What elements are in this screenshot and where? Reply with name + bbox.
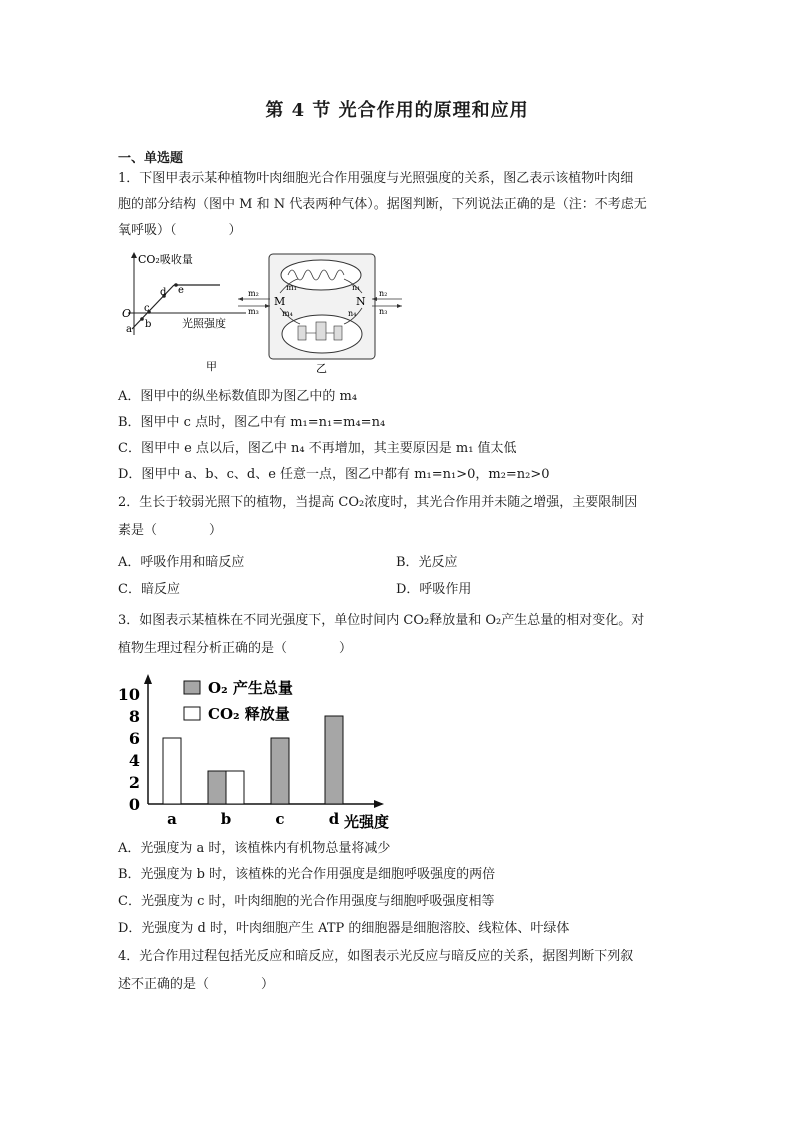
fig-jia-caption: 甲: [206, 360, 217, 373]
fig-jia-ylabel: CO₂吸收量: [138, 253, 193, 266]
q2-stem-line-2: 素是（ ）: [118, 523, 223, 538]
svg-text:m₄: m₄: [282, 309, 293, 318]
bar-chart: [112, 672, 412, 832]
fig-jia-label-c: c: [144, 303, 150, 314]
legend-label-o2: O₂ 产生总量: [208, 679, 293, 697]
fig-jia-xlabel: 光照强度: [182, 317, 226, 330]
q1-option-b: B．图甲中 c 点时，图乙中有 m₁=n₁=m₄=n₄: [118, 415, 386, 430]
chart-x-arrow: [374, 800, 384, 808]
page-title: 第 4 节 光合作用的原理和应用: [265, 100, 529, 121]
fig-yi-granum: [316, 322, 326, 340]
q3-stem-line-2: 植物生理过程分析正确的是（ ）: [118, 641, 353, 656]
chart-xtick-label: d: [328, 810, 340, 828]
q1-option-c: C．图甲中 e 点以后，图乙中 n₄ 不再增加，其主要原因是 m₁ 值太低: [118, 441, 517, 456]
svg-text:n₁: n₁: [352, 283, 361, 292]
chart-xlabel: 光强度: [344, 813, 390, 831]
chart-ytick-label: 0: [128, 795, 140, 814]
q2-option-a: A．呼吸作用和暗反应: [118, 555, 245, 570]
fig-yi-label-M: M: [274, 295, 286, 308]
fig-jia-origin: O: [122, 307, 132, 320]
chart-ytick-label: 4: [128, 751, 140, 770]
q3-option-b: B．光强度为 b 时，该植株的光合作用强度是细胞呼吸强度的两倍: [118, 867, 496, 882]
chart-ytick-label: 6: [128, 729, 140, 748]
fig-yi-granum: [298, 326, 306, 340]
legend-swatch-co2: [184, 707, 200, 720]
chart-y-arrow: [144, 674, 152, 684]
q2-option-c: C．暗反应: [118, 582, 180, 597]
svg-text:m₂: m₂: [248, 289, 259, 298]
fig-jia-y-arrow: [131, 252, 137, 258]
figure-yi: [236, 250, 404, 375]
q1-stem-line-3: 氧呼吸）（ ）: [118, 223, 242, 238]
fig-yi-granum: [334, 326, 342, 340]
section-heading: 一、单选题: [118, 151, 184, 166]
chart-xtick-label: a: [167, 810, 177, 828]
q3-option-a: A．光强度为 a 时，该植株内有机物总量将减少: [118, 841, 391, 856]
q3-option-d: D．光强度为 d 时，叶肉细胞产生 ATP 的细胞器是细胞溶胶、线粒体、叶绿体: [118, 921, 570, 936]
svg-text:m₁: m₁: [286, 283, 297, 292]
q4-stem-line-1: 4．光合作用过程包括光反应和暗反应，如图表示光反应与暗反应的关系，据图判断下列叙: [118, 949, 634, 964]
bar-a-series-1: [163, 738, 181, 804]
fig-jia-label-e: e: [178, 285, 184, 296]
fig-jia-label-a: a: [126, 324, 132, 335]
q1-stem-line-2: 胞的部分结构（图中 M 和 N 代表两种气体）。据图判断，下列说法正确的是（注：不考虑无: [118, 197, 647, 212]
q3-stem-line-1: 3．如图表示某植株在不同光强度下，单位时间内 CO₂释放量和 O₂产生总量的相对变化。对: [118, 613, 645, 628]
legend-label-co2: CO₂ 释放量: [208, 705, 290, 723]
q2-stem-line-1: 2．生长于较弱光照下的植物，当提高 CO₂浓度时，其光合作用并未随之增强，主要限制因: [118, 495, 638, 510]
bar-d-series-0: [325, 716, 343, 804]
chart-xtick-label: b: [220, 810, 232, 828]
bar-b-series-0: [208, 771, 226, 804]
q2-option-b: B．光反应: [396, 555, 458, 570]
q4-stem-line-2: 述不正确的是（ ）: [118, 977, 275, 992]
q3-option-c: C．光强度为 c 时，叶肉细胞的光合作用强度与细胞呼吸强度相等: [118, 894, 495, 909]
fig-jia-label-d: d: [160, 287, 167, 298]
svg-text:n₃: n₃: [379, 307, 388, 316]
q1-stem-line-1: 1．下图甲表示某种植物叶肉细胞光合作用强度与光照强度的关系，图乙表示该植物叶肉细: [118, 171, 634, 186]
svg-text:m₃: m₃: [248, 307, 259, 316]
q1-option-d: D．图甲中 a、b、c、d、e 任意一点，图乙中都有 m₁=n₁>0，m₂=n₂>0: [118, 467, 550, 482]
fig-jia-curve-rise: [132, 285, 174, 329]
svg-text:n₂: n₂: [379, 289, 388, 298]
bar-c-series-0: [271, 738, 289, 804]
fig-yi-label-N: N: [356, 295, 366, 308]
q2-option-d: D．呼吸作用: [396, 582, 472, 597]
figure-jia: [118, 250, 248, 375]
svg-text:n₄: n₄: [348, 309, 357, 318]
legend-swatch-o2: [184, 681, 200, 694]
chart-ytick-label: 2: [128, 773, 140, 792]
chart-xtick-label: c: [275, 810, 285, 828]
bar-b-series-1: [226, 771, 244, 804]
q1-option-a: A．图甲中的纵坐标数值即为图乙中的 m₄: [118, 389, 358, 404]
chart-ytick-label: 8: [128, 707, 140, 726]
fig-jia-point-b: [140, 317, 144, 321]
fig-jia-label-b: b: [145, 319, 152, 330]
chart-ytick-label: 10: [117, 685, 140, 704]
fig-yi-caption: 乙: [316, 362, 327, 375]
